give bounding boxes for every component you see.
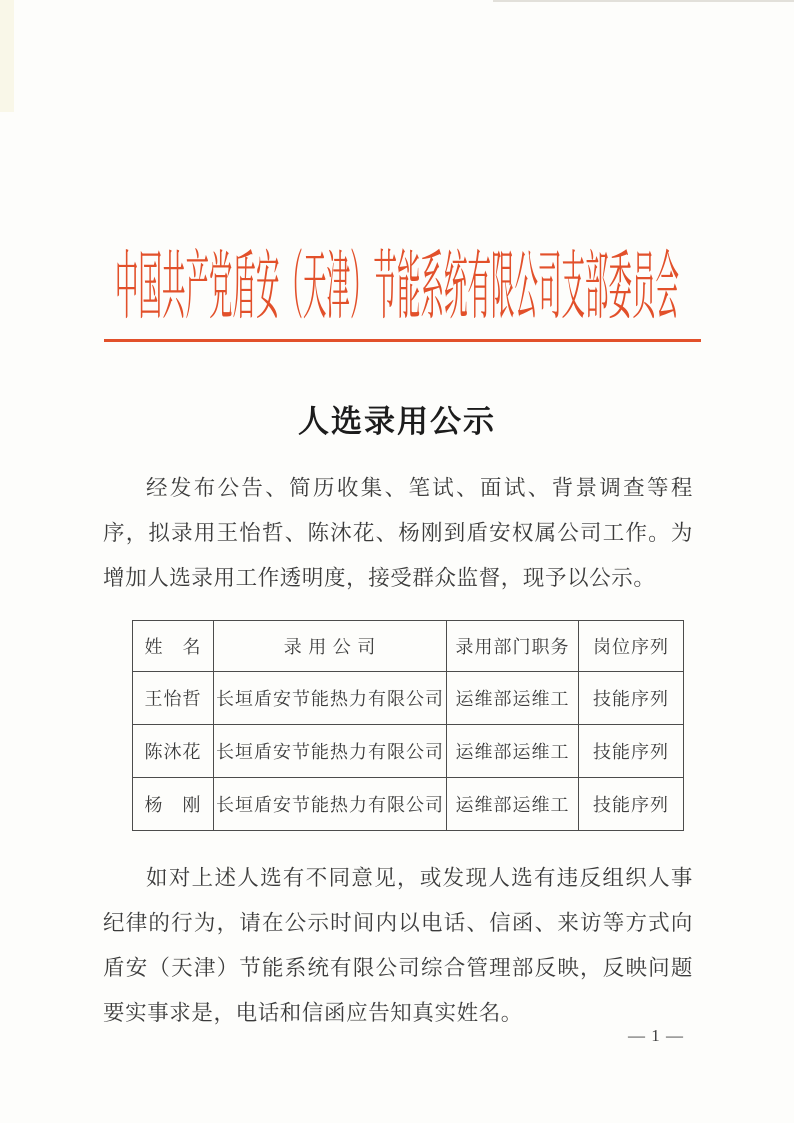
cell-dept: 运维部运维工: [447, 672, 579, 725]
hires-table-header: [133, 621, 684, 672]
cell-name: 王怡哲: [133, 672, 214, 725]
table-row: [133, 672, 684, 725]
table-header-row: [133, 621, 684, 672]
notice-paragraph-intro: 经发布公告、简历收集、笔试、面试、背景调查等程序，拟录用王怡哲、陈沐花、杨刚到盾安权属公司工作。为增加人选录用工作透明度，接受群众监督，现予以公示。: [103, 476, 693, 590]
header-cell-dept: 录用部门职务: [447, 621, 579, 672]
letterhead-rule-line: [104, 339, 701, 342]
letterhead: [0, 233, 794, 332]
header-cell-name: 姓 名: [133, 621, 214, 672]
page-number: — 1 —: [628, 1026, 684, 1045]
notice-title: 人选录用公示: [298, 404, 496, 439]
scan-artifact-top-edge: [493, 0, 794, 2]
hires-table-body: [133, 672, 684, 831]
hires-table: [132, 620, 684, 831]
cell-dept: 运维部运维工: [447, 778, 579, 831]
cell-company: 长垣盾安节能热力有限公司: [214, 672, 447, 725]
table-row: [133, 778, 684, 831]
header-cell-company: 录 用 公 司: [214, 621, 447, 672]
cell-name: 陈沐花: [133, 725, 214, 778]
scan-artifact-left-corner: [0, 0, 14, 112]
cell-series: 技能序列: [579, 778, 684, 831]
cell-dept: 运维部运维工: [447, 725, 579, 778]
cell-company: 长垣盾安节能热力有限公司: [214, 725, 447, 778]
letterhead-org-name: 中国共产党盾安（天津）节能系统有限公司支部委员会: [115, 248, 679, 332]
cell-series: 技能序列: [579, 725, 684, 778]
table-row: [133, 725, 684, 778]
cell-series: 技能序列: [579, 672, 684, 725]
notice-paragraph-feedback: 如对上述人选有不同意见，或发现人选有违反组织人事纪律的行为，请在公示时间内以电话、信函、来访等方式向盾安（天津）节能系统有限公司综合管理部反映，反映问题要实事求是，电话和信函应告知真实姓名。: [103, 866, 693, 1025]
cell-name: 杨 刚: [133, 778, 214, 831]
header-cell-series: 岗位序列: [579, 621, 684, 672]
cell-company: 长垣盾安节能热力有限公司: [214, 778, 447, 831]
